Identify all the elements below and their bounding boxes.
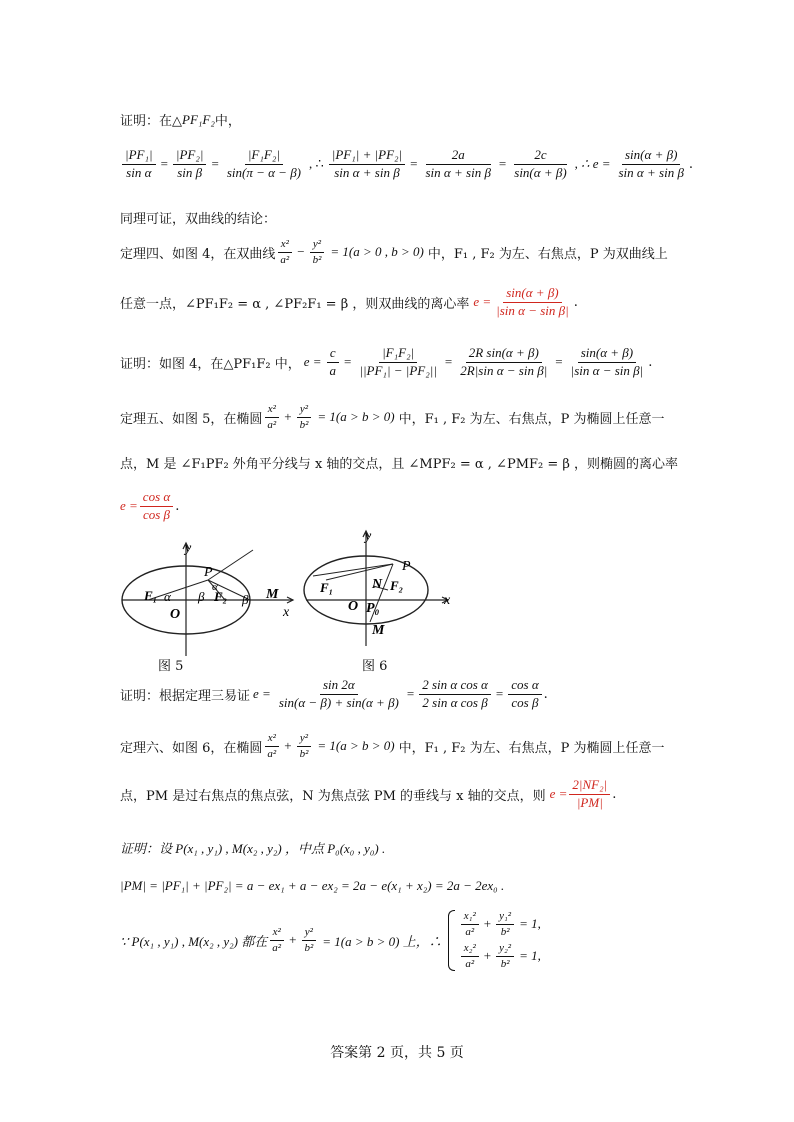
label-M: M <box>372 623 385 638</box>
proof-intro-text: 证明：在△ <box>120 114 182 129</box>
label-F2: F₂ <box>390 578 404 593</box>
figure-5-caption: 图 5 <box>158 659 184 674</box>
label-F2: F₂ <box>214 589 228 604</box>
label-x: x <box>444 593 451 608</box>
theorem-6-line2: 点，PM 是过右焦点的焦点弦，N 为焦点弦 PM 的垂线与 x 轴的交点，则 e = $\frac{\text{2|NF₂|}}{|PM|}$ . <box>120 777 617 810</box>
label-alpha: α <box>164 589 171 604</box>
label-F1: F₁ <box>144 588 158 603</box>
chord-2 <box>326 564 393 580</box>
proof-6-line1: 证明：设 P(x₁ , y₁) , M(x₂ , y₂) ，中点 P₀(x₀ , y₀) . <box>120 841 386 856</box>
chord-1 <box>313 564 393 576</box>
theorem-4-result: e = $\frac{\sin(\alpha + \beta)}{\text{|sin α − sin β|}}$ <box>473 285 569 318</box>
label-beta-2: β <box>242 592 249 607</box>
equation-system: $\frac{\text{x₁²}}{\text{a²}}$ + $\frac{\text{y₁²}}{\text{b²}}$ = 1, $\frac{\text{x₂²}}{\text{a²}}$ + $\frac{\text{y₂²}}{\text{b²}}$ = 1, <box>448 910 541 971</box>
label-O: O <box>170 607 181 622</box>
fraction: $\frac{2a}{\text{sin α + sin β}}$ <box>425 147 491 180</box>
proof-6-line3: ∵ P(x₁ , y₁) , M(x₂ , y₂) 都在 $\frac{\text{x²}}{\text{a²}}$ + $\frac{\text{y²}}{\text{b²}}$ = 1(a > b > 0) 上，∴ $\frac{\text{x₁²}}{\text{a²}}$ + $\frac{\text{y₁²}}{\text{b²}}$ = 1, $\frac{\text{x₂²}}{\text{a²}}$ + $\frac{\text{y₂²}}{\text{b²}}$ = 1, <box>120 910 541 970</box>
label-y: y <box>185 541 192 556</box>
label-O: O <box>348 599 359 614</box>
law-of-sines-equation: $\frac{\text{|PF₁|}}{\text{sin α}}$ = $\frac{\text{|PF₂|}}{\text{sin β}}$ = $\frac{\text{|F₁F₂|}}{\sin(\pi - \alpha - \beta)}$ , ∴ $\frac{\text{|PF₁| + |PF₂|}}{\text{sin α + sin β}}$ = $\frac{2a}{\text{sin α + sin β}}$ = $\frac{2c}{\sin(\alpha + \beta)}$ , ∴ e = $\frac{\sin(\alpha + \beta)}{\text{sin α + sin β}}$ . <box>120 148 693 181</box>
figure-5-diagram <box>118 538 308 663</box>
label-x: x <box>283 605 290 620</box>
proof-6-line2: |PM| = |PF₁| + |PF₂| = a − ex₁ + a − ex₂ = 2a − e(x₁ + x₂) = 2a − 2ex₀ . <box>120 878 505 893</box>
theorem-4-line2: 任意一点，∠PF₁F₂ = α , ∠PF₂F₁ = β ，则双曲线的离心率 e = $\frac{\sin(\alpha + \beta)}{\text{|sin α − sin β|}}$ . <box>120 285 578 318</box>
label-P0: P₀ <box>366 601 380 616</box>
label-y: y <box>365 529 372 544</box>
theorem-5-line2: 点，M 是 ∠F₁PF₂ 外角平分线与 x 轴的交点，且 ∠MPF₂ = α , ∠PMF₂ = β ，则椭圆的离心率 <box>120 457 679 472</box>
proof-4-line: 证明：如图 4，在△PF₁F₂ 中， e = $\frac{c}{a}$ = $\frac{\text{|F₁F₂|}}{\text{||PF₁| − |PF₂||}}$ = $\frac{\text{2R sin(α + β)}}{\text{2R|sin α − sin β|}}$ = $\frac{\sin(\alpha + \beta)}{\text{|sin α − sin β|}}$ . <box>120 345 653 378</box>
label-N: N <box>372 577 383 592</box>
page-footer: 答案第 2 页，共 5 页 <box>330 1045 464 1061</box>
fraction: $\frac{2c}{\sin(\alpha + \beta)}$ <box>514 147 567 180</box>
similar-proof-note: 同理可证，双曲线的结论： <box>120 212 277 227</box>
proof-intro-line <box>120 110 241 129</box>
label-P: P <box>402 559 411 574</box>
fraction: $\frac{\text{|PF₂|}}{\text{sin β}}$ <box>173 148 207 181</box>
theorem-4-line1: 定理四、如图 4，在双曲线 $\frac{\text{x²}}{\text{a²}}$ − $\frac{\text{y²}}{\text{b²}}$ = 1(a > 0 , b > 0) 中，F₁ , F₂ 为左、右焦点，P 为双曲线上 <box>120 238 668 266</box>
theorem-6-line1: 定理六、如图 6，在椭圆 $\frac{\text{x²}}{\text{a²}}$ + $\frac{\text{y²}}{\text{b²}}$ = 1(a > b > 0) 中，F₁ , F₂ 为左、右焦点，P 为椭圆上任意一 <box>120 732 665 760</box>
fraction: $\frac{\text{|F₁F₂|}}{\sin(\pi - \alpha - \beta)}$ <box>226 147 301 180</box>
fraction: $\frac{\text{|PF₁| + |PF₂|}}{\text{sin α + sin β}}$ <box>329 148 405 181</box>
theorem-5-line1: 定理五、如图 5，在椭圆 $\frac{\text{x²}}{\text{a²}}$ + $\frac{\text{y²}}{\text{b²}}$ = 1(a > b > 0) 中，F₁ , F₂ 为左、右焦点，P 为椭圆上任意一 <box>120 403 665 431</box>
proof-5-line: 证明：根据定理三易证 e = $\frac{\sin 2\alpha}{\sin(\alpha - \beta) + \sin(\alpha + \beta)}$ = $\frac{\text{2 sin α cos α}}{\text{2 sin α cos β}}$ = $\frac{\text{cos α}}{\text{cos β}}$ . <box>120 677 548 710</box>
label-beta: β <box>198 589 205 604</box>
theorem-6-result: e = $\frac{\text{2|NF₂|}}{|PM|}$ <box>550 778 613 811</box>
figure-6-caption: 图 6 <box>362 659 388 674</box>
label-alpha-2: α <box>212 581 218 593</box>
figure-6-diagram <box>298 528 468 658</box>
triangle-name: PF₁F₂ <box>182 111 215 127</box>
fraction: $\frac{\sin(\alpha + \beta)}{\text{sin α + sin β}}$ <box>618 147 684 180</box>
label-F1: F₁ <box>320 580 334 595</box>
label-P: P <box>204 565 213 580</box>
label-M: M <box>266 587 279 602</box>
theorem-5-result: e = $\frac{\text{cos α}}{\text{cos β}}$ . <box>120 489 180 522</box>
fraction: $\frac{\text{|PF₁|}}{\text{sin α}}$ <box>122 148 156 181</box>
proof-intro-end: 中， <box>214 114 241 129</box>
